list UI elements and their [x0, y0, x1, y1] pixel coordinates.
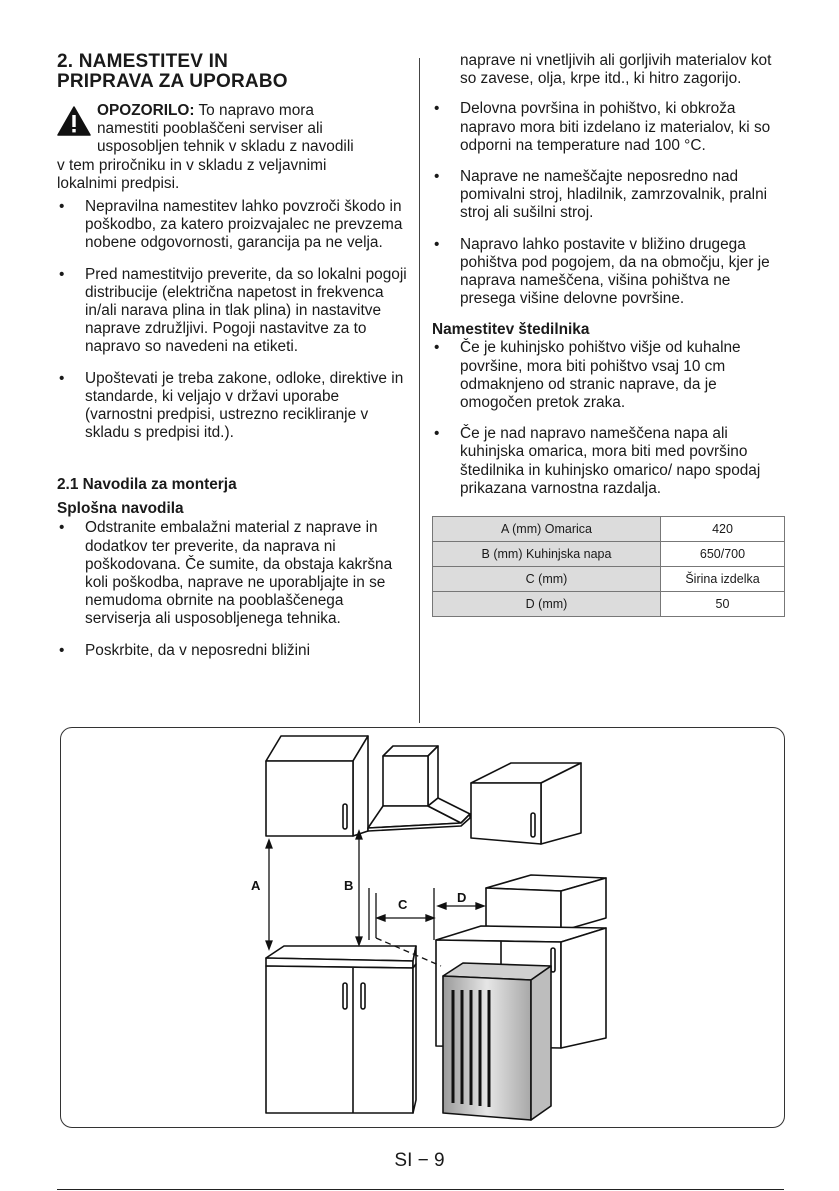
table-cell-value: 420 [661, 517, 785, 542]
warning-text-line: v tem priročniku in v skladu z veljavnimi [57, 156, 327, 174]
list-item: • Upoštevati je treba zakone, odloke, direktive in standarde, ki veljajo v državi uporabe (varnostni predpisi, ustrezno recikliranje v skladu s predpisi itd.). [57, 370, 409, 443]
right-column [432, 52, 784, 617]
table-cell-value: Širina izdelka [661, 567, 785, 592]
bullet-list [57, 519, 409, 659]
cooker-hood [368, 746, 470, 831]
page-number: SI − 9 [394, 1150, 445, 1171]
table-row [433, 567, 785, 592]
label-b: B [344, 878, 354, 893]
table-row [433, 517, 785, 542]
bullet-list [432, 339, 784, 498]
heading-line-2: PRIPRAVA ZA UPORABO [57, 71, 288, 92]
base-cabinet-left [266, 946, 416, 1113]
table-cell-label: D (mm) [433, 592, 661, 617]
subsection-heading: 2.1 Navodila za monterja [57, 476, 237, 494]
wall-cabinet-right [471, 763, 581, 844]
table-row [433, 592, 785, 617]
subheading: Namestitev štedilnika [432, 321, 590, 339]
table-cell-label: B (mm) Kuhinjska napa [433, 542, 661, 567]
table-row [433, 542, 785, 567]
label-a: A [251, 878, 261, 893]
footer-rule [57, 1189, 784, 1190]
list-item: • Delovna površina in pohištvo, ki obkroža napravo mora biti izdelano iz materialov, ki so odporni na temperature nad 100 °C. [432, 100, 784, 155]
wall-cabinet-left [266, 736, 368, 836]
table-cell-label: A (mm) Omarica [433, 517, 661, 542]
subheading: Splošna navodila [57, 500, 184, 518]
section-heading [57, 52, 409, 92]
warning-text-line: namestiti pooblaščeni serviser ali [97, 120, 323, 138]
left-column [57, 52, 409, 660]
list-item: • Odstranite embalažni material z naprave in dodatkov ter preverite, da naprava ni poškodovana. Če sumite, da obstaja kakršna koli poškodba, naprave ne uporabljajte in se nemudoma obrnite na pooblaščenega serviserja ali usposobljenega tehnika. [57, 519, 409, 628]
kitchen-installation-illustration [61, 728, 784, 1127]
distance-table [432, 516, 785, 617]
bullet-list [432, 100, 784, 308]
column-divider [419, 58, 420, 723]
bullet-list [57, 198, 409, 442]
list-item: • Pred namestitvijo preverite, da so lokalni pogoji distribucije (električna napetost in frekvenca in/ali narava plina in tlak plina) in nastavitve naprave združljivi. Pogoji nastavitve za to napravo so navedeni na etiketi. [57, 266, 409, 357]
cooker-appliance [443, 963, 551, 1120]
list-item: • Napravo lahko postavite v bližino drugega pohištva pod pogojem, da na območju, kjer je naprava nameščena, višina pohištva ne presega višine delovne površine. [432, 236, 784, 309]
list-item: • Naprave ne nameščajte neposredno nad pomivalni stroj, hladilnik, zamrzovalnik, pralni stroj ali sušilni stroj. [432, 168, 784, 223]
warning-label: OPOZORILO: [97, 102, 195, 119]
list-item: • Poskrbite, da v neposredni bližini [57, 642, 409, 660]
table-cell-value: 650/700 [661, 542, 785, 567]
installation-diagram [60, 727, 785, 1128]
warning-text-line: lokalnimi predpisi. [57, 174, 180, 192]
warning-text: To napravo mora [194, 102, 314, 119]
table-cell-label: C (mm) [433, 567, 661, 592]
heading-line-1: 2. NAMESTITEV IN [57, 51, 229, 72]
label-d: D [457, 890, 467, 905]
list-item: • Nepravilna namestitev lahko povzroči škodo in poškodbo, za katero proizvajalec ne prevzema nobene odgovornosti, garancija pa ne velja. [57, 198, 409, 253]
warning-triangle-icon [57, 106, 91, 136]
table-cell-value: 50 [661, 592, 785, 617]
list-item: • Če je nad napravo nameščena napa ali kuhinjska omarica, mora biti med površino štedilnika in kuhinjsko omarico/ napo spodaj prikazana varnostna razdalja. [432, 425, 784, 498]
warning-block [57, 102, 409, 193]
list-item: • Če je kuhinjsko pohištvo višje od kuhalne površine, mora biti pohištvo vsaj 10 cm odmaknjeno od stranic naprave, da je omogočen pretok zraka. [432, 339, 784, 412]
warning-text-line: usposobljen tehnik v skladu z navodili [97, 138, 354, 156]
label-c: C [398, 897, 408, 912]
continued-text: naprave ni vnetljivih ali gorljivih materialov kot so zavese, olja, krpe itd., ki hitro zagorijo. [460, 52, 772, 88]
